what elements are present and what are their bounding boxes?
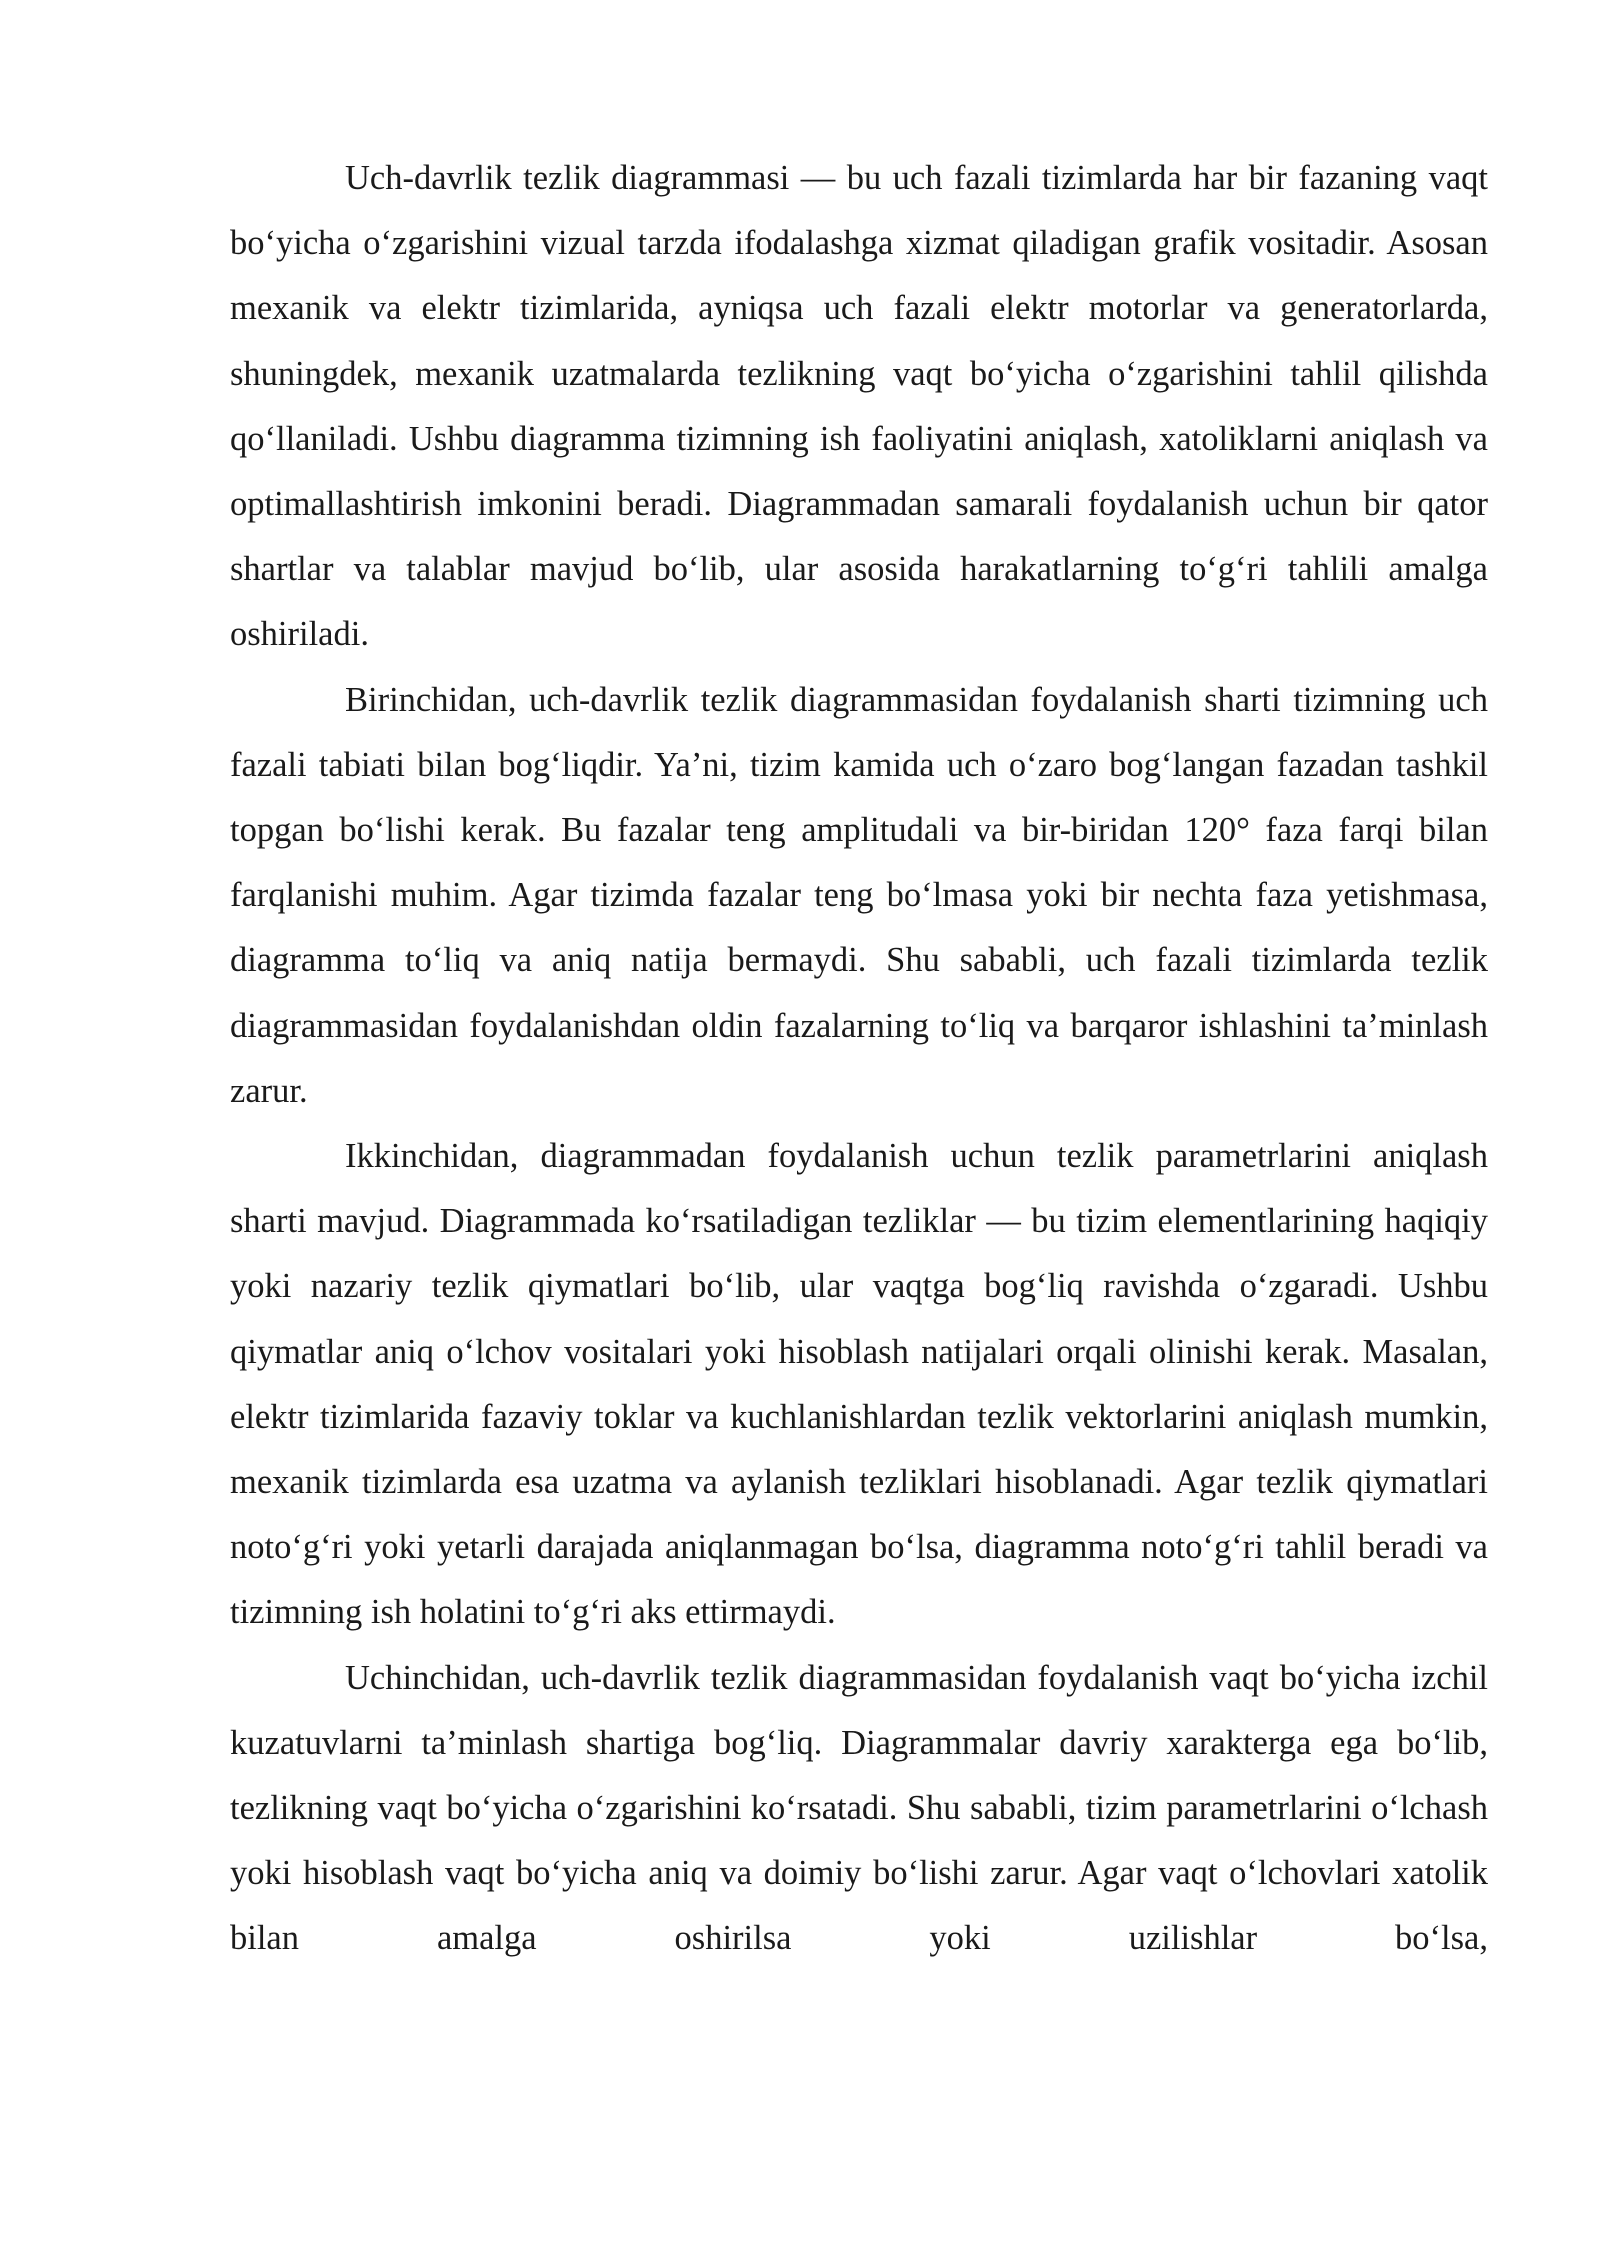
paragraph-third-condition: Uchinchidan, uch-davrlik tezlik diagrammasidan foydalanish vaqt bo‘yicha izchil kuzatuvlarni ta’minlash shartiga bog‘liq. Diagrammalar davriy xarakterga ega bo‘lib, tezlikning vaqt bo‘yicha o‘zgarishini ko‘rsatadi. Shu sababli, tizim parametrlarini o‘lchash yoki hisoblash vaqt bo‘yicha aniq va doimiy bo‘lishi zarur. Agar vaqt o‘lchovlari xatolik bilan amalga oshirilsa yoki uzilishlar bo‘lsa,	[230, 1658, 1488, 1958]
paragraph-intro: Uch-davrlik tezlik diagrammasi — bu uch fazali tizimlarda har bir fazaning vaqt bo‘yicha o‘zgarishini vizual tarzda ifodalashga xizmat qiladigan grafik vositadir. Asosan mexanik va elektr tizimlarida, ayniqsa uch fazali elektr motorlar va generatorlarda, shuningdek, mexanik uzatmalarda tezlikning vaqt bo‘yicha o‘zgarishini tahlil qilishda qo‘llaniladi. Ushbu diagramma tizimning ish faoliyatini aniqlash, xatoliklarni aniqlash va optimallashtirish imkonini beradi. Diagrammadan samarali foydalanish uchun bir qator shartlar va talablar mavjud bo‘lib, ular asosida harakatlarning to‘g‘ri tahlili amalga oshiriladi.	[230, 159, 1488, 654]
body-text	[230, 146, 1488, 1972]
paragraph-second-condition: Ikkinchidan, diagrammadan foydalanish uchun tezlik parametrlarini aniqlash sharti mavjud. Diagrammada ko‘rsatiladigan tezliklar — bu tizim elementlarining haqiqiy yoki nazariy tezlik qiymatlari bo‘lib, ular vaqtga bog‘liq ravishda o‘zgaradi. Ushbu qiymatlar aniq o‘lchov vositalari yoki hisoblash natijalari orqali olinishi kerak. Masalan, elektr tizimlarida fazaviy toklar va kuchlanishlardan tezlik vektorlarini aniqlash mumkin, mexanik tizimlarda esa uzatma va aylanish tezliklari hisoblanadi. Agar tezlik qiymatlari noto‘g‘ri yoki yetarli darajada aniqlanmagan bo‘lsa, diagramma noto‘g‘ri tahlil beradi va tizimning ish holatini to‘g‘ri aks ettirmaydi.	[230, 1137, 1488, 1632]
paragraph-first-condition: Birinchidan, uch-davrlik tezlik diagrammasidan foydalanish sharti tizimning uch fazali tabiati bilan bog‘liqdir. Ya’ni, tizim kamida uch o‘zaro bog‘langan fazadan tashkil topgan bo‘lishi kerak. Bu fazalar teng amplitudali va bir-biridan 120° faza farqi bilan farqlanishi muhim. Agar tizimda fazalar teng bo‘lmasa yoki bir nechta faza yetishmasa, diagramma to‘liq va aniq natija bermaydi. Shu sababli, uch fazali tizimlarda tezlik diagrammasidan foydalanishdan oldin fazalarning to‘liq va barqaror ishlashini ta’minlash zarur.	[230, 680, 1488, 1110]
